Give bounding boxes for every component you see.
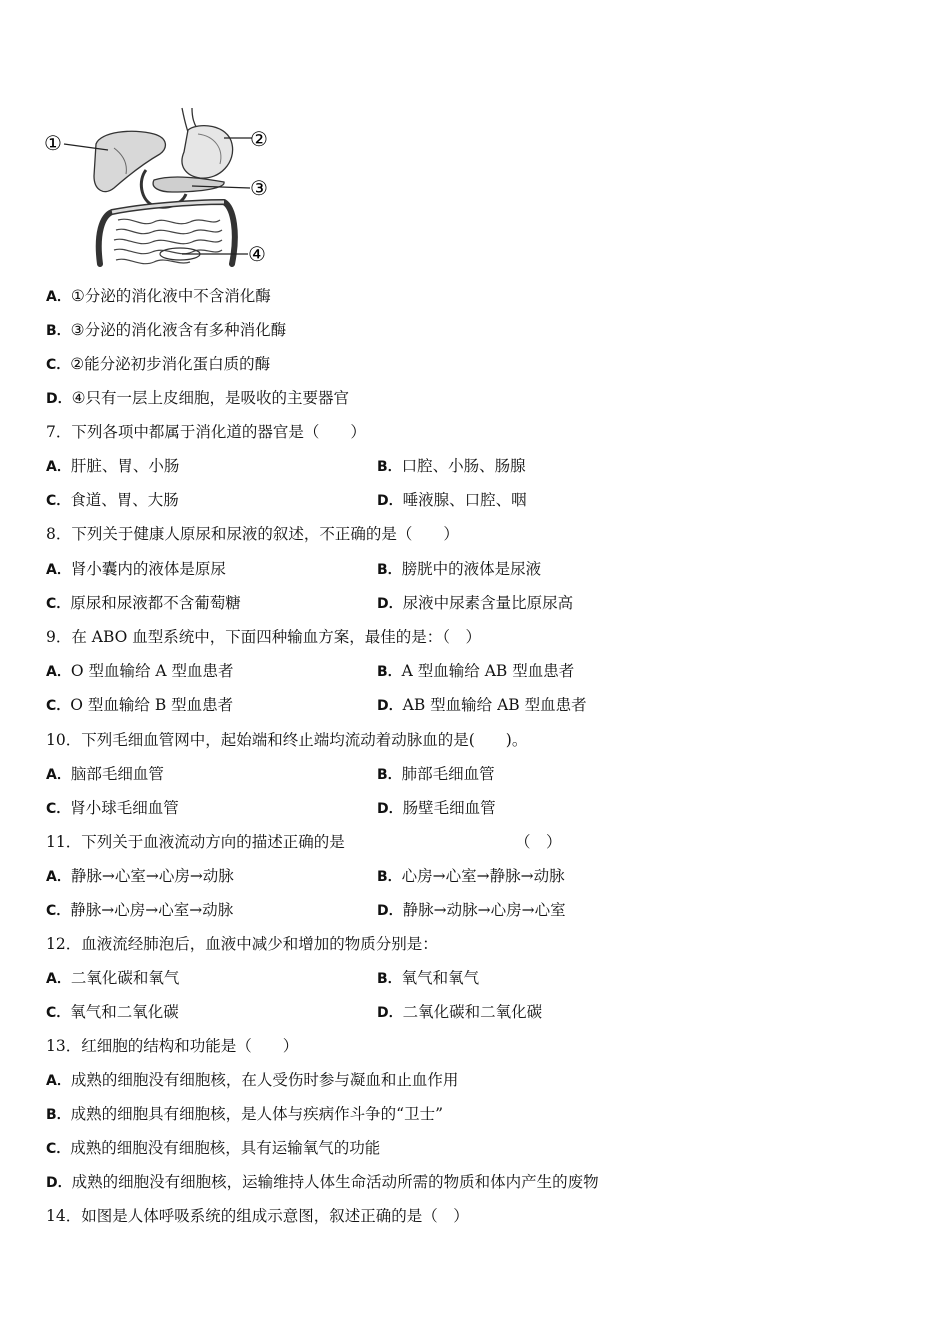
q12-option-b: B．氧气和氧气 [377, 969, 480, 987]
q13-option-b: B．成熟的细胞具有细胞核，是人体与疾病作斗争的“卫士” [46, 1105, 444, 1123]
q14-stem: 14．如图是人体呼吸系统的组成示意图，叙述正确的是（ ） [46, 1207, 469, 1225]
digestive-system-drawing [42, 104, 274, 270]
q6-option-c: C．②能分泌初步消化蛋白质的酶 [46, 355, 271, 373]
q13-option-c: C．成熟的细胞没有细胞核，具有运输氧气的功能 [46, 1139, 381, 1157]
q11-option-b: B．心房→心室→静脉→动脉 [377, 867, 565, 885]
q13-option-a: A．成熟的细胞没有细胞核，在人受伤时参与凝血和止血作用 [46, 1071, 459, 1089]
marker-2: ② [250, 127, 268, 151]
q7-option-a: A．肝脏、胃、小肠 [46, 457, 180, 475]
q10-stem: 10．下列毛细血管网中，起始端和终止端均流动着动脉血的是( )。 [46, 731, 528, 749]
q7-option-d: D．唾液腺、口腔、咽 [377, 491, 527, 509]
marker-4: ④ [248, 242, 266, 266]
q8-option-d: D．尿液中尿素含量比原尿高 [377, 594, 574, 612]
q13-stem: 13．红细胞的结构和功能是（ ） [46, 1037, 299, 1055]
q13-option-d: D．成熟的细胞没有细胞核，运输维持人体生命活动所需的物质和体内产生的废物 [46, 1173, 599, 1191]
q9-option-c: C．O 型血输给 B 型血患者 [46, 696, 234, 714]
q9-option-b: B．A 型血输给 AB 型血患者 [377, 662, 575, 680]
q11-answer-paren: （ ） [515, 833, 562, 851]
q6-option-a: A．①分泌的消化液中不含消化酶 [46, 287, 271, 305]
marker-1: ① [44, 131, 62, 155]
q11-option-a: A．静脉→心室→心房→动脉 [46, 867, 234, 885]
q7-option-b: B．口腔、小肠、肠腺 [377, 457, 526, 475]
digestive-system-diagram [42, 104, 274, 270]
q8-option-b: B．膀胱中的液体是尿液 [377, 560, 542, 578]
q11-option-d: D．静脉→动脉→心房→心室 [377, 901, 566, 919]
q12-option-c: C．氧气和二氧化碳 [46, 1003, 179, 1021]
q6-option-b: B．③分泌的消化液含有多种消化酶 [46, 321, 287, 339]
q9-option-d: D．AB 型血输给 AB 型血患者 [377, 696, 587, 714]
q10-option-c: C．肾小球毛细血管 [46, 799, 179, 817]
q12-stem: 12．血液流经肺泡后，血液中减少和增加的物质分别是： [46, 935, 438, 953]
q7-stem: 7．下列各项中都属于消化道的器官是（ ） [46, 423, 366, 441]
q11-stem: 11．下列关于血液流动方向的描述正确的是 [46, 833, 345, 851]
q12-option-d: D．二氧化碳和二氧化碳 [377, 1003, 543, 1021]
q8-option-a: A．肾小囊内的液体是原尿 [46, 560, 226, 578]
q6-option-d: D．④只有一层上皮细胞，是吸收的主要器官 [46, 389, 350, 407]
q12-option-a: A．二氧化碳和氧气 [46, 969, 180, 987]
q8-stem: 8．下列关于健康人原尿和尿液的叙述，不正确的是（ ） [46, 525, 459, 543]
q8-option-c: C．原尿和尿液都不含葡萄糖 [46, 594, 241, 612]
q11-option-c: C．静脉→心房→心室→动脉 [46, 901, 234, 919]
q7-option-c: C．食道、胃、大肠 [46, 491, 179, 509]
q10-option-b: B．肺部毛细血管 [377, 765, 495, 783]
q10-option-d: D．肠壁毛细血管 [377, 799, 496, 817]
q10-option-a: A．脑部毛细血管 [46, 765, 164, 783]
marker-3: ③ [250, 176, 268, 200]
q9-option-a: A．O 型血输给 A 型血患者 [46, 662, 234, 680]
q9-stem: 9．在 ABO 血型系统中，下面四种输血方案，最佳的是：（ ） [46, 628, 482, 646]
